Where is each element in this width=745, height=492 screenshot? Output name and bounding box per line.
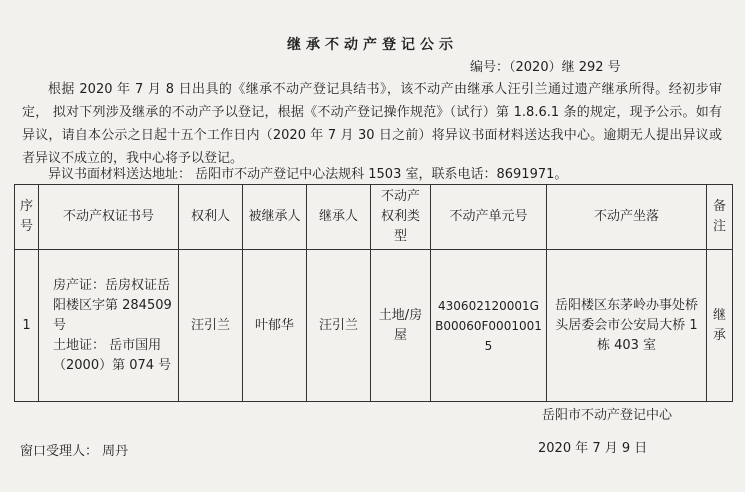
cell-seq: 1	[15, 250, 39, 402]
header-seq: 序号	[15, 185, 39, 250]
property-table	[14, 184, 733, 402]
cell-cert-no	[39, 250, 179, 402]
header-unit-no: 不动产单元号	[431, 185, 547, 250]
table-row	[15, 250, 733, 402]
cell-unit-no: 430602120001GB00060F00010015	[431, 250, 547, 402]
header-location: 不动产坐落	[547, 185, 707, 250]
header-cert-no: 不动产权证书号	[39, 185, 179, 250]
house-cert: 房产证：岳房权证岳阳楼区字第 284509 号	[53, 277, 172, 333]
issue-date: 2020 年 7 月 9 日	[538, 441, 648, 456]
cell-heir: 汪引兰	[307, 250, 371, 402]
notice-paragraph: 根据 2020 年 7 月 8 日出具的《继承不动产登记具结书》，该不动产由继承人汪引兰通过遗产继承所得。经初步审定， 拟对下列涉及继承的不动产予以登记，根据《不动产登记操作规范》（试行）第 1.8.6.1 条的规定，现予公示。如有异议，请自本公示之日起十五个工作日内（2020 年 7 月 30 日之前）将异议书面材料送达我中心。逾期无人提出异议或者异议不成立的，我中心将予以登记。	[22, 82, 722, 166]
cell-right-type: 土地/房屋	[371, 250, 431, 402]
header-heir: 继承人	[307, 185, 371, 250]
header-remark: 备注	[707, 185, 733, 250]
document-number: 编号：（2020）继 292 号	[470, 60, 621, 75]
window-receiver: 窗口受理人： 周丹	[20, 444, 129, 459]
cell-remark: 继承	[707, 250, 733, 402]
notice-title: 继承不动产登记公示	[287, 37, 458, 53]
issuer-name: 岳阳市不动产登记中心	[542, 408, 673, 423]
cell-decedent: 叶郁华	[243, 250, 307, 402]
land-cert: 土地证： 岳市国用（2000）第 074 号	[53, 337, 172, 373]
cell-location: 岳阳楼区东茅岭办事处桥头居委会市公安局大桥 1 栋 403 室	[547, 250, 707, 402]
table-header-row	[15, 185, 733, 250]
header-decedent: 被继承人	[243, 185, 307, 250]
objection-address: 异议书面材料送达地址： 岳阳市不动产登记中心法规科 1503 室，联系电话：8691971。	[48, 167, 568, 182]
cell-right-holder: 汪引兰	[179, 250, 243, 402]
header-right-holder: 权利人	[179, 185, 243, 250]
header-right-type: 不动产权利类型	[371, 185, 431, 250]
